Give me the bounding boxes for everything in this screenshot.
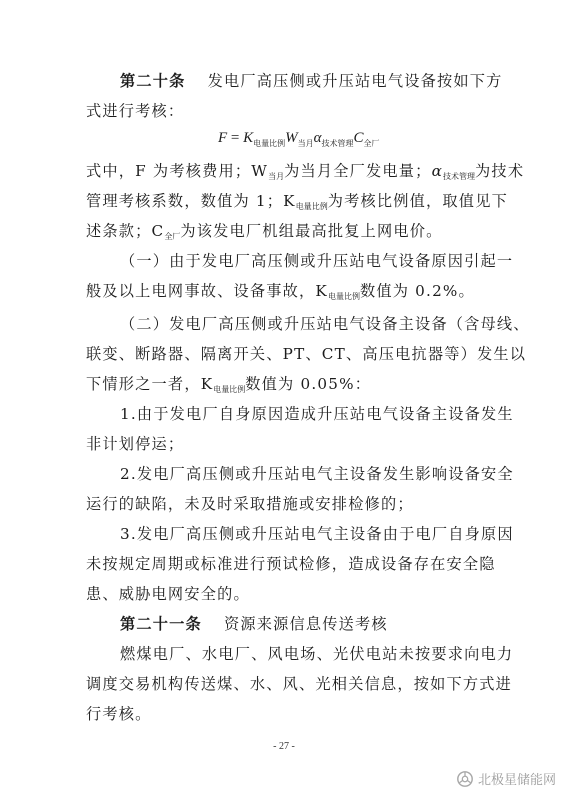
text-line: （一）由于发电厂高压侧或升压站电气设备原因引起一 <box>120 252 514 270</box>
text-line: 述条款；C全厂为该发电厂机组最高批复上网电价。 <box>86 222 443 241</box>
article-20-text: 发电厂高压侧或升压站电气设备按如下方 <box>207 72 503 90</box>
assessment-formula: $F = K_{电量比例}W_{当月}\alpha_{技术管理}C_{全厂}$ <box>218 130 380 148</box>
text-line: 般及以上电网事故、设备事故，K电量比例数值为 0.2%。 <box>86 282 475 301</box>
text-line: 行考核。 <box>86 705 152 723</box>
article-21-label: 第二十一条 <box>120 615 202 633</box>
text-line: 运行的缺陷，未及时采取措施或安排检修的； <box>86 495 414 513</box>
text-line: 下情形之一者，K电量比例数值为 0.05%： <box>86 375 372 394</box>
text-line: 3.发电厂高压侧或升压站电气主设备由于电厂自身原因 <box>120 525 514 543</box>
wechat-logo-icon <box>456 770 474 788</box>
text-line: 联变、断路器、隔离开关、PT、CT、高压电抗器等）发生以 <box>86 345 527 363</box>
text-line: 非计划停运； <box>86 435 185 453</box>
text-line: 调度交易机构传送煤、水、风、光相关信息，按如下方式进 <box>86 675 513 693</box>
article-21-heading-line <box>120 614 388 634</box>
text-line: 未按规定周期或标准进行预试检修，造成设备存在安全隐 <box>86 555 496 573</box>
article-21-text: 资源来源信息传送考核 <box>223 615 388 633</box>
text-line: 1.由于发电厂自身原因造成升压站电气设备主设备发生 <box>120 405 514 423</box>
watermark-text: 北极星储能网 <box>477 773 556 788</box>
text-line: 患、威胁电网安全的。 <box>86 585 250 603</box>
page-number: - 27 - <box>273 741 295 752</box>
text-line: 式进行考核： <box>86 102 185 120</box>
watermark <box>456 769 556 788</box>
text-line: 2.发电厂高压侧或升压站电气主设备发生影响设备安全 <box>120 465 514 483</box>
text-line: 燃煤电厂、水电厂、风电场、光伏电站未按要求向电力 <box>120 645 514 663</box>
article-20-heading-line <box>120 71 503 91</box>
article-20-label: 第二十条 <box>120 72 186 90</box>
text-line: 管理考核系数，数值为 1；K电量比例为考核比例值，取值见下 <box>86 192 508 211</box>
text-line: （二）发电厂高压侧或升压站电气设备主设备（含母线、 <box>120 315 530 333</box>
text-line: 式中，F 为考核费用；W当月为当月全厂发电量；α技术管理为技术 <box>86 162 525 181</box>
